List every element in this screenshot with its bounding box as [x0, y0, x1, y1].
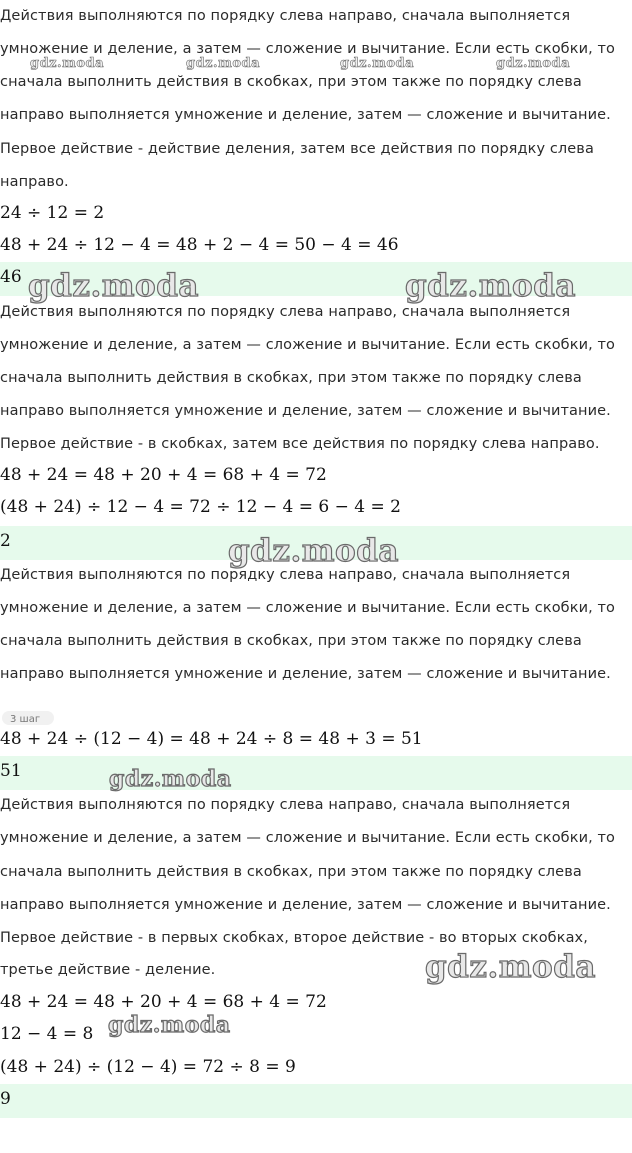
answer-value: 51 [0, 761, 22, 781]
explanation-line: умножение и деление, а затем — сложение и вычитание. Если есть скобки, то [0, 337, 616, 353]
step-badge [2, 711, 54, 725]
watermark: gdz.moda [108, 1012, 231, 1038]
answer-box [0, 1084, 632, 1118]
explanation-line: направо выполняется умножение и деление, затем — сложение и вычитание. [0, 666, 611, 682]
answer-box [0, 756, 632, 790]
explanation-line: умножение и деление, а затем — сложение и вычитание. Если есть скобки, то [0, 600, 616, 616]
math-expression: 48 + 24 ÷ (12 − 4) = 48 + 24 ÷ 8 = 48 + 3 = 51 [0, 729, 423, 749]
explanation-line: сначала выполнить действия в скобках, при этом также по порядку слева [0, 370, 582, 386]
explanation-line: направо выполняется умножение и деление, затем — сложение и вычитание. [0, 107, 611, 123]
explanation-line: сначала выполнить действия в скобках, при этом также по порядку слева [0, 74, 582, 90]
watermark: gdz.moda [186, 56, 261, 71]
math-expression: 24 ÷ 12 = 2 [0, 203, 105, 223]
watermark: gdz.moda [340, 56, 415, 71]
explanation-line: направо. [0, 174, 69, 190]
watermark: gdz.moda [109, 766, 232, 792]
explanation-line: умножение и деление, а затем — сложение и вычитание. Если есть скобки, то [0, 41, 616, 57]
watermark: gdz.moda [30, 56, 105, 71]
explanation-line: направо выполняется умножение и деление, затем — сложение и вычитание. [0, 897, 611, 913]
watermark: gdz.moda [496, 56, 571, 71]
explanation-line: умножение и деление, а затем — сложение и вычитание. Если есть скобки, то [0, 830, 616, 846]
watermark: gdz.moda [405, 268, 576, 304]
math-expression: (48 + 24) ÷ 12 − 4 = 72 ÷ 12 − 4 = 6 − 4 = 2 [0, 497, 401, 517]
explanation-line: Действия выполняются по порядку слева направо, сначала выполняется [0, 304, 571, 320]
math-expression: 12 − 4 = 8 [0, 1024, 94, 1044]
math-expression: 48 + 24 = 48 + 20 + 4 = 68 + 4 = 72 [0, 465, 327, 485]
watermark: gdz.moda [228, 533, 399, 569]
explanation-line: сначала выполнить действия в скобках, при этом также по порядку слева [0, 864, 582, 880]
explanation-line: Первое действие - действие деления, затем все действия по порядку слева [0, 141, 594, 157]
explanation-line: Первое действие - в первых скобках, второе действие - во вторых скобках, [0, 930, 588, 946]
watermark: gdz.moda [28, 268, 199, 304]
explanation-line: Первое действие - в скобках, затем все действия по порядку слева направо. [0, 436, 600, 452]
step-label: 3 шаг [10, 714, 41, 725]
math-expression: 48 + 24 = 48 + 20 + 4 = 68 + 4 = 72 [0, 992, 327, 1012]
explanation-line: сначала выполнить действия в скобках, при этом также по порядку слева [0, 633, 582, 649]
math-expression: 48 + 24 ÷ 12 − 4 = 48 + 2 − 4 = 50 − 4 = 46 [0, 235, 399, 255]
math-expression: (48 + 24) ÷ (12 − 4) = 72 ÷ 8 = 9 [0, 1057, 296, 1077]
explanation-line: Действия выполняются по порядку слева направо, сначала выполняется [0, 8, 571, 24]
explanation-line: третье действие - деление. [0, 962, 216, 978]
answer-value: 46 [0, 267, 22, 287]
watermark: gdz.moda [425, 949, 596, 985]
answer-value: 9 [0, 1089, 11, 1109]
answer-value: 2 [0, 531, 11, 551]
explanation-line: Действия выполняются по порядку слева направо, сначала выполняется [0, 797, 571, 813]
explanation-line: Действия выполняются по порядку слева направо, сначала выполняется [0, 567, 571, 583]
explanation-line: направо выполняется умножение и деление, затем — сложение и вычитание. [0, 403, 611, 419]
